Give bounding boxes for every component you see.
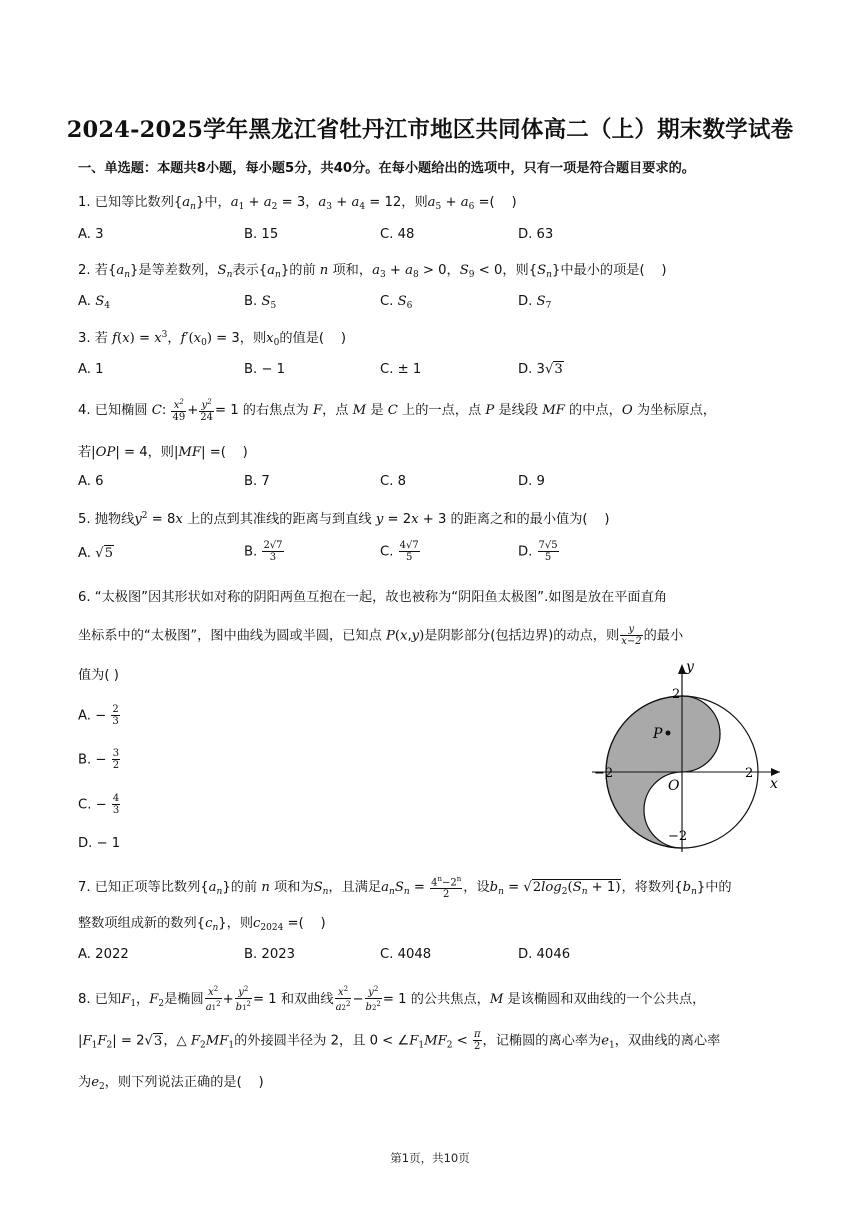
question-4-stem-line2: 若|OP| = 4，则|MF| =( ): [78, 445, 248, 460]
question-7-stem-line2: 整数项组成新的数列$\{c_n\}$，则$c_{2024}$ =( ): [78, 916, 326, 933]
question-5-stem: 5. 抛物线$y^2 = 8x$ 上的点到其准线的距离与到直线 y = 2x + 3 的距离之和的最小值为( ): [78, 511, 610, 527]
tick-y-2: 2: [672, 687, 681, 702]
question-1-options: [78, 227, 798, 249]
tick-x-neg2: −2: [594, 766, 614, 781]
taiji-figure: [590, 656, 786, 856]
option-a[interactable]: A. 2022: [78, 947, 129, 962]
option-d[interactable]: D. 63: [518, 227, 554, 242]
page-title: 2024-2025学年黑龙江省牡丹江市地区共同体高二（上）期末数学试卷: [66, 117, 794, 143]
x-axis-label: x: [770, 776, 778, 792]
question-2-stem: 2. 若$\{a_n\}$是等差数列，$S_n$表示$\{a_n\}$的前 n 项和，$a_3 + a_8 > 0$，$S_9 < 0$，则$\{S_n\}$中最小的项是( ): [78, 263, 667, 280]
question-5-options: [78, 540, 798, 568]
question-7-options: [78, 947, 798, 969]
question-4-options: [78, 474, 798, 496]
question-7-stem-line1: 7. 已知正项等比数列$\{a_n\}$的前 n 项和为$S_n$，且满足$a_nS_n$ = $\frac{4^n-2^n}{2}$ ，设$b_n = √2\log_2(S_n + 1)$，将数列$\{b_n\}$中的: [78, 875, 732, 901]
question-6-stem-line2: 坐标系中的“太极图”，图中曲线为圆或半圆，已知点 P(x,y)是阴影部分(包括边界)的动点，则 $\frac{y}{x-2}$ 的最小: [78, 624, 684, 647]
tick-x-2: 2: [745, 766, 754, 781]
question-8-stem-line1: 8. 已知$F_1$，$F_2$是椭圆 $\frac{x^2}{a1^2}$ + $\frac{y^2}{b1^2}$ = 1 和双曲线 $\frac{x^2}{a2^2}$ − $\frac{y^2}{b2^2}$ = 1 的公共焦点，M 是该椭圆和双曲线的一个公共点，: [78, 985, 706, 1013]
tick-y-neg2: −2: [668, 829, 688, 844]
question-8-stem-line3: 为$e_2$，则下列说法正确的是( ): [78, 1075, 264, 1092]
option-d[interactable]: D. 4046: [518, 947, 571, 962]
upper-half-circle: [682, 696, 720, 772]
question-3-stem: 3. 若 $f(x) = x^3$，$f'(x_0) = 3$，则$x_0$的值是( ): [78, 330, 346, 348]
section-header: 一、单选题：本题共8小题，每小题5分，共40分。在每小题给出的选项中，只有一项是符合题目要求的。: [78, 161, 695, 176]
option-a[interactable]: A. 3: [78, 227, 104, 242]
option-a[interactable]: A. 1: [78, 362, 104, 377]
question-1-stem: 1. 已知等比数列$\{a_n\}$中，$a_1 + a_2 = 3$，$a_3 + a_4 = 12$，则$a_5 + a_6$ =( ): [78, 195, 517, 212]
origin-label: O: [668, 778, 680, 794]
option-a[interactable]: A. 6: [78, 474, 104, 489]
question-6-stem-line3: 值为( ): [78, 668, 119, 683]
option-d[interactable]: D. $S_7$: [518, 294, 552, 311]
point-p-dot: [666, 731, 671, 736]
option-c[interactable]: C. − $\frac{4}{3}$: [78, 793, 120, 816]
option-b[interactable]: B. $S_5$: [244, 294, 277, 311]
point-p-label: P: [653, 726, 663, 742]
option-c[interactable]: C. 4048: [380, 947, 432, 962]
option-a[interactable]: A. √5: [78, 546, 113, 561]
question-6-stem-line1: 6. “太极图”因其形状如对称的阴阳两鱼互抱在一起，故也被称为“阴阳鱼太极图”.如图是放在平面直角: [78, 590, 667, 605]
option-b[interactable]: B. 7: [244, 474, 270, 489]
option-c[interactable]: C. ± 1: [380, 362, 422, 377]
option-b[interactable]: B. 15: [244, 227, 279, 242]
question-2-options: [78, 294, 798, 316]
page-footer: 第1页，共10页: [390, 1151, 470, 1165]
option-b[interactable]: B. − 1: [244, 362, 286, 377]
question-3-options: [78, 362, 798, 384]
question-4-stem-line1: 4. 已知椭圆 C: $\frac{x^2}{49}$ + $\frac{y^2}{24}$ = 1 的右焦点为 F，点 M 是 C 上的一点，点 P 是线段 MF 的中点，O 为坐标原点，: [78, 398, 716, 423]
option-c[interactable]: C. 48: [380, 227, 415, 242]
option-d[interactable]: D. 3√3: [518, 362, 563, 377]
option-b[interactable]: B. $\frac{2√7}{3}$: [244, 540, 283, 563]
option-b[interactable]: B. − $\frac{3}{2}$: [78, 748, 120, 771]
y-axis-label: y: [686, 659, 694, 675]
option-c[interactable]: C. $\frac{4√7}{5}$: [380, 540, 419, 563]
option-c[interactable]: C. 8: [380, 474, 406, 489]
option-c[interactable]: C. $S_6$: [380, 294, 413, 311]
option-b[interactable]: B. 2023: [244, 947, 295, 962]
question-8-stem-line2: $|F_1F_2| = 2√3$，△ $F_2MF_1$的外接圆半径为 2，且 $0 < \angle F_1MF_2$ < $\frac{\pi}{2}$ ，记椭圆的离心率为$e_1$，双曲线的离心率: [78, 1029, 721, 1052]
option-d[interactable]: D. $\frac{7√5}{5}$: [518, 540, 558, 563]
option-a[interactable]: A. $S_4$: [78, 294, 110, 311]
option-a[interactable]: A. − $\frac{2}{3}$: [78, 704, 119, 727]
option-d[interactable]: D. 9: [518, 474, 545, 489]
option-d[interactable]: D. − 1: [78, 836, 121, 851]
